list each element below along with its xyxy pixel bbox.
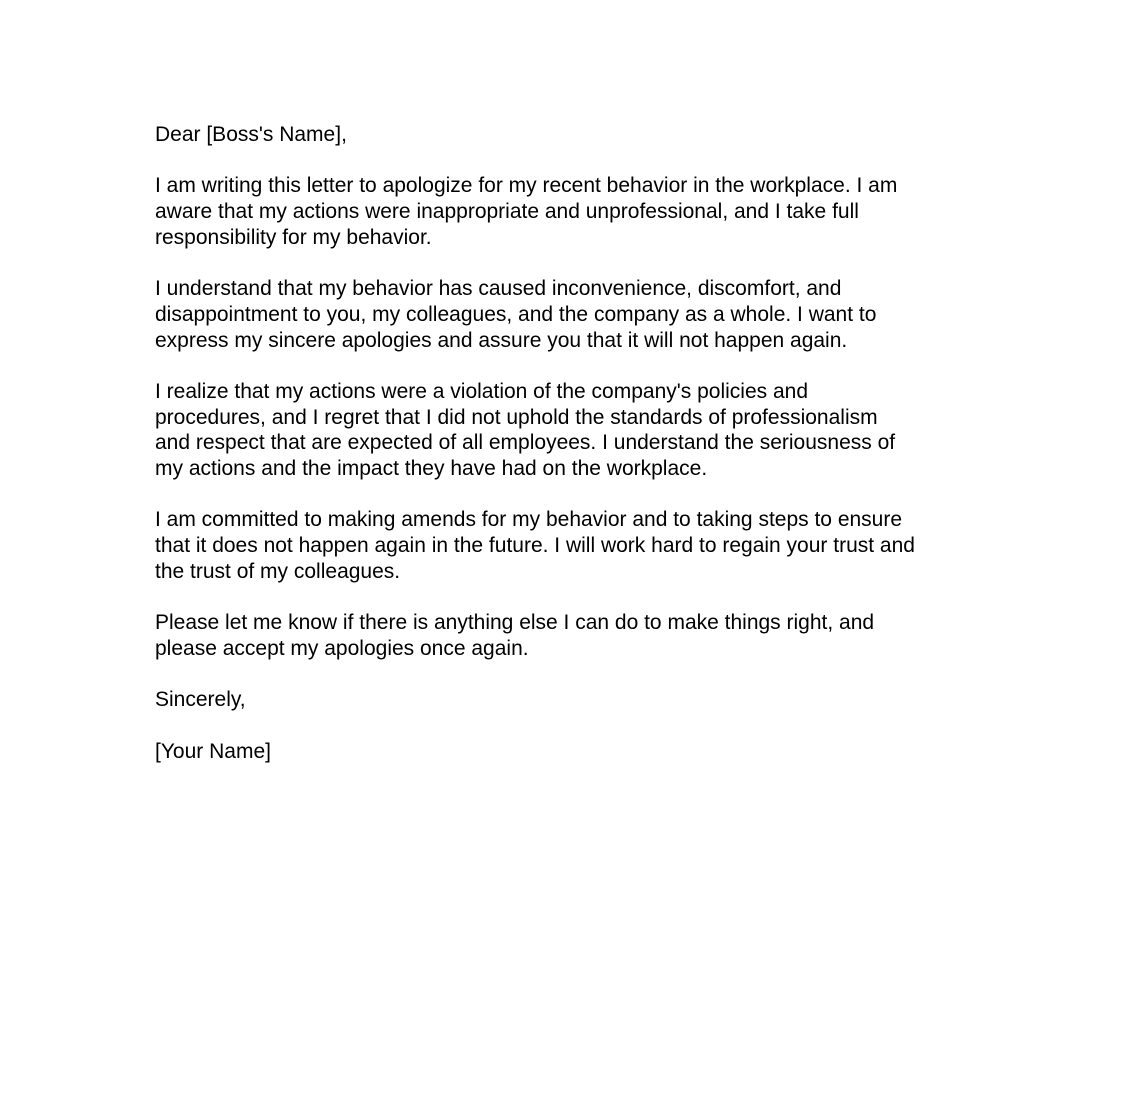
signature: [Your Name] [155, 739, 271, 763]
paragraph-line: I am committed to making amends for my behavior and to taking steps to ensure [155, 508, 903, 532]
paragraph-5 [155, 610, 985, 661]
paragraph-line: express my sincere apologies and assure you that it will not happen again. [155, 328, 848, 352]
paragraph-line: I am writing this letter to apologize for my recent behavior in the workplace. I am [155, 174, 898, 198]
closing: Sincerely, [155, 688, 246, 712]
paragraph-line: I understand that my behavior has caused inconvenience, discomfort, and [155, 277, 842, 301]
paragraph-line: aware that my actions were inappropriate and unprofessional, and I take full [155, 200, 859, 224]
paragraph-line: responsibility for my behavior. [155, 225, 432, 249]
paragraph-line: procedures, and I regret that I did not uphold the standards of professionalism [155, 405, 878, 429]
paragraph-line: and respect that are expected of all employees. I understand the seriousness of [155, 431, 896, 455]
paragraph-1 [155, 173, 985, 250]
paragraph-line: please accept my apologies once again. [155, 636, 529, 660]
salutation: Dear [Boss's Name], [155, 123, 347, 146]
paragraph-line: my actions and the impact they have had on the workplace. [155, 457, 708, 481]
paragraph-4 [155, 507, 985, 584]
paragraph-line: the trust of my colleagues. [155, 559, 401, 583]
paragraph-3 [155, 379, 985, 482]
paragraph-line: Please let me know if there is anything else I can do to make things right, and [155, 611, 875, 635]
paragraph-line: disappointment to you, my colleagues, and the company as a whole. I want to [155, 302, 877, 326]
paragraph-line: I realize that my actions were a violation of the company's policies and [155, 379, 809, 403]
paragraph-2 [155, 276, 985, 353]
paragraph-line: that it does not happen again in the future. I will work hard to regain your trust and [155, 534, 915, 558]
apology-letter [155, 122, 985, 764]
